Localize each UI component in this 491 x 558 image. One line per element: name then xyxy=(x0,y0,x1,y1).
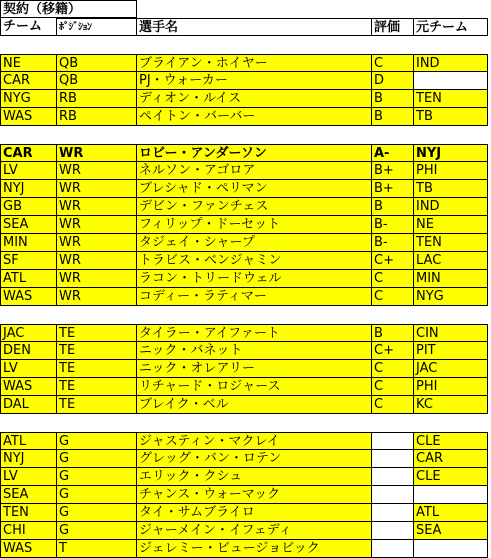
cell-team[interactable]: CHI xyxy=(0,522,57,540)
cell-prev[interactable]: JAC xyxy=(414,360,488,378)
cell-team[interactable]: ATL xyxy=(0,432,57,450)
cell-team[interactable]: LV xyxy=(0,468,57,486)
cell-name[interactable]: ニック・バネット xyxy=(137,342,372,360)
cell-grade[interactable]: A- xyxy=(372,144,414,162)
table-row xyxy=(0,72,491,90)
cell-name[interactable]: トラビス・ベンジャミン xyxy=(137,252,372,270)
cell-team[interactable]: GB xyxy=(0,198,57,216)
cell-team[interactable]: JAC xyxy=(0,324,57,342)
column-header-prev[interactable]: 元チーム xyxy=(414,18,488,36)
cell-grade[interactable]: B+ xyxy=(372,180,414,198)
cell-team[interactable]: ATL xyxy=(0,270,57,288)
table-row xyxy=(0,162,491,180)
cell-prev[interactable]: TEN xyxy=(414,234,488,252)
cell-pos[interactable]: WR xyxy=(57,288,137,306)
cell-team[interactable]: WAS xyxy=(0,108,57,126)
cell-grade[interactable]: C xyxy=(372,270,414,288)
cell-pos[interactable]: QB xyxy=(57,72,137,90)
cell-name[interactable]: タイ・サムブライロ xyxy=(137,504,372,522)
cell-prev[interactable]: CIN xyxy=(414,324,488,342)
column-header-pos[interactable]: ﾎﾟｼﾞｼｮﾝ xyxy=(57,18,137,36)
cell-name[interactable]: ラコン・トリードウェル xyxy=(137,270,372,288)
table-row xyxy=(0,450,491,468)
cell-grade[interactable]: C+ xyxy=(372,342,414,360)
cell-name[interactable]: コディー・ラティマー xyxy=(137,288,372,306)
cell-pos[interactable]: G xyxy=(57,486,137,504)
cell-name[interactable]: ブライアン・ホイヤー xyxy=(137,54,372,72)
table-row xyxy=(0,432,491,450)
cell-name[interactable]: タイラー・アイファート xyxy=(137,324,372,342)
cell-name[interactable]: ロビー・アンダーソン xyxy=(137,144,372,162)
cell-pos[interactable]: TE xyxy=(57,360,137,378)
cell-pos[interactable]: G xyxy=(57,468,137,486)
cell-grade[interactable]: C+ xyxy=(372,252,414,270)
cell-name[interactable]: ニック・オレアリー xyxy=(137,360,372,378)
separator-row xyxy=(0,306,491,324)
table-row xyxy=(0,360,491,378)
cell-prev[interactable]: PIT xyxy=(414,342,488,360)
cell-pos[interactable]: WR xyxy=(57,234,137,252)
cell-prev[interactable] xyxy=(414,540,488,558)
table-row xyxy=(0,252,491,270)
cell-grade[interactable] xyxy=(372,486,414,504)
cell-grade[interactable]: B- xyxy=(372,234,414,252)
cell-name[interactable]: ジャーメイン・イフェディ xyxy=(137,522,372,540)
column-header-name[interactable]: 選手名 xyxy=(137,18,372,36)
table-row xyxy=(0,468,491,486)
cell-prev[interactable]: NE xyxy=(414,216,488,234)
cell-pos[interactable]: T xyxy=(57,540,137,558)
table-row xyxy=(0,540,491,558)
table-row xyxy=(0,144,491,162)
cell-pos[interactable]: TE xyxy=(57,324,137,342)
cell-name[interactable]: ジャスティン・マクレイ xyxy=(137,432,372,450)
cell-team[interactable]: MIN xyxy=(0,234,57,252)
cell-prev[interactable]: IND xyxy=(414,54,488,72)
cell-prev[interactable]: CLE xyxy=(414,432,488,450)
cell-prev[interactable]: TB xyxy=(414,180,488,198)
cell-grade[interactable]: C xyxy=(372,288,414,306)
cell-team[interactable]: CAR xyxy=(0,72,57,90)
cell-name[interactable]: ジェレミー・ビュージョビック xyxy=(137,540,372,558)
cell-pos[interactable]: G xyxy=(57,522,137,540)
cell-team[interactable]: NYJ xyxy=(0,450,57,468)
cell-prev[interactable]: NYG xyxy=(414,288,488,306)
table-row xyxy=(0,288,491,306)
cell-pos[interactable]: WR xyxy=(57,270,137,288)
cell-pos[interactable]: QB xyxy=(57,54,137,72)
cell-pos[interactable]: WR xyxy=(57,252,137,270)
cell-grade[interactable] xyxy=(372,540,414,558)
table-row xyxy=(0,378,491,396)
cell-name[interactable]: タジェイ・シャープ xyxy=(137,234,372,252)
cell-prev[interactable]: PHI xyxy=(414,162,488,180)
cell-grade[interactable]: B- xyxy=(372,216,414,234)
cell-prev[interactable]: CLE xyxy=(414,468,488,486)
cell-name[interactable]: デビン・ファンチェス xyxy=(137,198,372,216)
cell-name[interactable]: グレッグ・バン・ロテン xyxy=(137,450,372,468)
table-row xyxy=(0,234,491,252)
cell-grade[interactable]: B xyxy=(372,324,414,342)
cell-grade[interactable]: B+ xyxy=(372,162,414,180)
table-row xyxy=(0,270,491,288)
cell-pos[interactable]: G xyxy=(57,432,137,450)
separator-row xyxy=(0,414,491,432)
cell-prev[interactable]: MIN xyxy=(414,270,488,288)
cell-team[interactable]: NYG xyxy=(0,90,57,108)
column-header-grade[interactable]: 評価 xyxy=(372,18,414,36)
cell-prev[interactable]: IND xyxy=(414,198,488,216)
cell-team[interactable]: LV xyxy=(0,360,57,378)
cell-name[interactable]: ブレシャド・ペリマン xyxy=(137,180,372,198)
header-row xyxy=(0,18,491,36)
cell-grade[interactable]: B xyxy=(372,90,414,108)
separator-row xyxy=(0,36,491,54)
cell-name[interactable]: ペイトン・バーバー xyxy=(137,108,372,126)
cell-team[interactable]: NE xyxy=(0,54,57,72)
cell-grade[interactable]: C xyxy=(372,396,414,414)
cell-pos[interactable]: RB xyxy=(57,90,137,108)
cell-pos[interactable]: WR xyxy=(57,216,137,234)
cell-prev[interactable]: TB xyxy=(414,108,488,126)
separator-row xyxy=(0,126,491,144)
table-row xyxy=(0,198,491,216)
table-row xyxy=(0,522,491,540)
cell-team[interactable]: WAS xyxy=(0,378,57,396)
cell-pos[interactable]: WR xyxy=(57,144,137,162)
table-row xyxy=(0,108,491,126)
cell-prev[interactable]: SEA xyxy=(414,522,488,540)
cell-team[interactable]: SF xyxy=(0,252,57,270)
cell-team[interactable]: NYJ xyxy=(0,180,57,198)
column-header-team[interactable]: チーム xyxy=(0,18,57,36)
cell-pos[interactable]: G xyxy=(57,450,137,468)
cell-pos[interactable]: RB xyxy=(57,108,137,126)
cell-team[interactable]: DEN xyxy=(0,342,57,360)
cell-grade[interactable] xyxy=(372,522,414,540)
cell-team[interactable]: CAR xyxy=(0,144,57,162)
cell-team[interactable]: LV xyxy=(0,162,57,180)
cell-grade[interactable]: C xyxy=(372,54,414,72)
cell-team[interactable]: DAL xyxy=(0,396,57,414)
cell-grade[interactable] xyxy=(372,450,414,468)
cell-prev[interactable] xyxy=(414,486,488,504)
cell-pos[interactable]: TE xyxy=(57,342,137,360)
table-row xyxy=(0,90,491,108)
cell-name[interactable]: フィリップ・ドーセット xyxy=(137,216,372,234)
cell-name[interactable]: ネルソン・アゴロア xyxy=(137,162,372,180)
cell-grade[interactable]: B xyxy=(372,198,414,216)
cell-pos[interactable]: TE xyxy=(57,378,137,396)
cell-grade[interactable]: B xyxy=(372,108,414,126)
cell-team[interactable]: WAS xyxy=(0,288,57,306)
cell-name[interactable]: ディオン・ルイス xyxy=(137,90,372,108)
cell-grade[interactable] xyxy=(372,468,414,486)
cell-pos[interactable]: TE xyxy=(57,396,137,414)
cell-grade[interactable]: D xyxy=(372,72,414,90)
cell-prev[interactable]: NYJ xyxy=(414,144,488,162)
table-row xyxy=(0,342,491,360)
cell-pos[interactable]: WR xyxy=(57,162,137,180)
table-row xyxy=(0,486,491,504)
table-row xyxy=(0,216,491,234)
cell-grade[interactable] xyxy=(372,432,414,450)
title-row xyxy=(0,0,491,18)
cell-team[interactable]: TEN xyxy=(0,504,57,522)
cell-name[interactable]: エリック・クシュ xyxy=(137,468,372,486)
cell-prev[interactable]: PHI xyxy=(414,378,488,396)
cell-name[interactable]: チャンス・ウォーマック xyxy=(137,486,372,504)
cell-team[interactable]: WAS xyxy=(0,540,57,558)
sheet-title[interactable]: 契約（移籍） xyxy=(0,0,137,18)
cell-pos[interactable]: WR xyxy=(57,198,137,216)
cell-pos[interactable]: WR xyxy=(57,180,137,198)
cell-grade[interactable]: C xyxy=(372,378,414,396)
cell-prev[interactable]: ATL xyxy=(414,504,488,522)
cell-grade[interactable]: C xyxy=(372,360,414,378)
cell-grade[interactable] xyxy=(372,504,414,522)
table-row xyxy=(0,180,491,198)
table-row xyxy=(0,324,491,342)
cell-team[interactable]: SEA xyxy=(0,486,57,504)
table-row xyxy=(0,396,491,414)
cell-prev[interactable]: LAC xyxy=(414,252,488,270)
cell-name[interactable]: ブレイク・ベル xyxy=(137,396,372,414)
cell-prev[interactable]: TEN xyxy=(414,90,488,108)
cell-prev[interactable] xyxy=(414,72,488,90)
table-row xyxy=(0,54,491,72)
cell-name[interactable]: PJ・ウォーカー xyxy=(137,72,372,90)
cell-prev[interactable]: KC xyxy=(414,396,488,414)
table-row xyxy=(0,504,491,522)
cell-name[interactable]: リチャード・ロジャース xyxy=(137,378,372,396)
cell-pos[interactable]: G xyxy=(57,504,137,522)
cell-prev[interactable]: CAR xyxy=(414,450,488,468)
cell-team[interactable]: SEA xyxy=(0,216,57,234)
